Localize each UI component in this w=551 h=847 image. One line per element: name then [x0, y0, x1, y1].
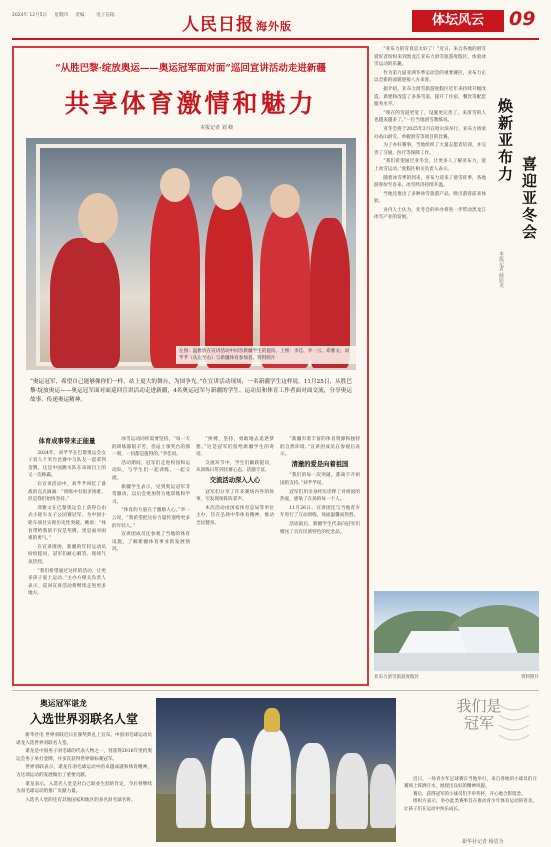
photo-person	[160, 168, 190, 202]
section-divider	[12, 690, 539, 691]
newspaper-logo	[182, 10, 292, 35]
kid-figure	[211, 738, 245, 828]
kid-figure	[176, 758, 206, 828]
trophy	[264, 708, 280, 732]
column-paragraph: “我们的每一次突破，都离不开祖国的支持。”刘芊芊说。	[280, 473, 360, 486]
column-paragraph: 在宣讲活动中，刘芊芊回忆了备战的点点滴滴：“训练中有很多困难，但是我们始终坚持。”	[28, 481, 106, 503]
bottom-right-body	[404, 776, 537, 813]
feature-byline: 本报记者 刘 峣	[200, 125, 234, 131]
kid-figure	[370, 764, 396, 828]
column-heading: 体育成事带来正能量	[38, 438, 96, 445]
column-paragraph: “现在的雪道更宽了，设施更完善了，来滑雪的人也越来越多了。”一位当地滑雪教练说。	[374, 110, 486, 124]
photo-person	[260, 208, 310, 368]
page-number: 09	[509, 8, 536, 30]
column-paragraph: 在宣讲现场，新疆的年轻运动员纷纷提问，冠军们耐心解答，现场气氛热烈。	[28, 544, 106, 565]
bottom-left-subtitle: 奥运冠军谌龙	[40, 699, 87, 708]
bottom-left-title: 入选世界羽联名人堂	[30, 712, 139, 726]
right-article	[374, 46, 539, 686]
right-article-title-2: 喜迎亚冬会	[520, 156, 538, 241]
ski-resort-photo	[374, 591, 539, 671]
right-article-body	[374, 46, 486, 586]
column-paragraph: 随着冰雪季的到来，亚布力迎来了滑雪旺季，各地游客纷至沓来，冰雪经济持续升温。	[374, 175, 486, 189]
photo-person	[205, 198, 253, 368]
resort-buildings	[374, 653, 539, 671]
column-paragraph: “体育的力量在于激励人心。”李一云说，“我希望把这份力量传递给更多的年轻人。”	[112, 508, 190, 529]
header-rule	[12, 38, 539, 40]
feature-article	[12, 46, 369, 686]
soccer-kids-photo	[156, 698, 396, 842]
feature-photo	[26, 138, 356, 370]
feature-column-1	[28, 436, 106, 682]
feature-subtitle: “从胜巴黎·绽放奥运——奥运冠军面对面”巡回宣讲活动走进新疆	[55, 63, 326, 74]
photo-person	[150, 188, 200, 368]
editor-label: 责编：	[75, 13, 89, 18]
column-paragraph: 交流环节中，学生们踊跃提问，从训练日常到比赛心态，话题丰富。	[196, 460, 274, 474]
column-paragraph: 近日，一场青少年足球赛在当地举行，来自各地的小球员们在赛场上挥洒汗水，展现出良好的精神风貌。	[404, 777, 537, 790]
column-paragraph: 亚冬会将于2025年2月在哈尔滨举行，亚布力将承办高山滑雪、单板滑雪等项目的比赛。	[374, 126, 486, 140]
column-paragraph: 谌龙表示，入选名人堂是对自己职业生涯的肯定，今后将继续为羽毛球运动的推广贡献力量。	[16, 781, 152, 795]
ski-photo-caption	[374, 674, 539, 680]
feature-column-4	[280, 436, 360, 682]
right-article-title-1: 焕新亚布力	[496, 98, 514, 183]
section-tag: 体坛风云	[412, 10, 504, 32]
column-paragraph: 组织方表示，举办此类赛事旨在推动青少年体育运动的普及，让孩子们在运动中快乐成长。	[404, 799, 537, 812]
column-paragraph: 2024年，刘芊芊在巴黎奥运会女子双人十米台比赛中与队友一起拿到金牌，这是中国跳水队在该项目上的又一次称霸。	[28, 450, 106, 479]
column-paragraph: 世界羽联表示，谌龙在羽毛球运动中的卓越成就和体育精神，为这项运动的发展做出了重要贡献。	[16, 765, 152, 778]
column-paragraph: 入选名人堂的还有其他国家和地区的多名羽毛球名将。	[25, 797, 136, 803]
column-paragraph: 冠军们分享了许多赛场内外的故事，引发现场阵阵掌声。	[196, 489, 274, 503]
column-paragraph: 冰雪运动同样需要坚持。“每一天的训练都很辛苦，但站上领奖台的那一刻，一切都是值得的。”李佳说。	[112, 437, 190, 458]
feature-column-2	[112, 436, 190, 682]
photo-person	[78, 193, 118, 243]
photo-person	[212, 176, 242, 210]
feature-title: 共享体育激情和魅力	[64, 89, 317, 118]
bottom-right-title: 我们是冠军	[456, 697, 502, 732]
issue-date: 2024年 12月5日	[12, 13, 47, 18]
email-label: 电子信箱：	[96, 13, 119, 18]
ski-photo-credit: 资料照片	[521, 675, 539, 680]
logo-sub: 海外版	[256, 20, 292, 33]
bottom-right-article	[402, 697, 539, 845]
logo-text: 人民日报	[182, 15, 254, 35]
column-paragraph: “亚布力的雪真是太好了！”近日，来自各地的滑雪爱好者纷纷来到黑龙江亚布力滑雪旅游度假区，体验冰雪运动的乐趣。	[374, 47, 486, 68]
column-paragraph: “新疆有着丰富的体育资源和独特的自然环境。”宣讲团成员在参观后表示。	[280, 437, 360, 458]
column-paragraph: 据介绍，亚布力滑雪旅游度假区近年来持续升级改造，新建和改造了多条雪道，提升了住宿、餐饮等配套服务水平。	[374, 86, 486, 108]
column-paragraph: “我们希望通过亚冬会，让更多人了解亚布力，爱上冰雪运动。”度假区相关负责人表示。	[374, 159, 486, 172]
bottom-right-author: 新华社记者 杨思为	[462, 839, 504, 845]
feature-lead: “奥运冠军，希望自己能够像你们一样，站上更大的舞台，为国争光。”在宣讲活动现场，一名新疆学生这样说。11月25日，从胜巴黎·绽放奥运——奥运冠军面对面巡回宣讲活动走进新疆，4名奥运冠军与新疆的学生、运动员和体育工作者面对面交流，分享奥运故事，传递奥运精神。	[30, 379, 352, 403]
column-paragraph: 活动最后，新疆学生代表向冠军们赠送了具有民族特色的纪念品。	[280, 521, 360, 535]
wave-decoration-icon	[494, 700, 534, 750]
column-paragraph: 11月26日，宣讲团还与当地青少年进行了互动训练，场面温馨而热烈。	[280, 505, 360, 519]
column-paragraph: 谌龙是中国男子羽毛球的代表人物之一，曾获得2016年里约奥运会男子单打金牌，并多次获得世界锦标赛冠军。	[16, 749, 152, 762]
kid-figure	[296, 743, 330, 829]
photo-person	[50, 238, 120, 368]
kid-figure	[336, 753, 368, 829]
bottom-left-body	[16, 732, 152, 842]
page-header	[12, 8, 539, 38]
column-paragraph: 新华社电 世界羽联近日在颁奖典礼上宣布，中国羽毛球运动员谌龙入选世界羽联名人堂。	[16, 733, 152, 746]
issue-weekday: 星期四	[54, 13, 68, 18]
column-paragraph: 冠军们用亲身经历诠释了对祖国的热爱，感染了在场的每一个人。	[280, 489, 360, 503]
feature-photo-caption: 左图：温雅欣在宣讲活动中回答新疆学生的提问。上图：李佳、李一云、邓雅文、刘芊芊（从左至右）与新疆体育参加者。资料照片	[176, 346, 356, 364]
photo-frame	[36, 144, 346, 366]
photo-person	[270, 184, 300, 218]
column-paragraph: 活动期间，冠军们走进校园和运动队，与学生们一起训练、一起交流。	[112, 460, 190, 481]
ski-photo-caption-left: 亚布力滑雪旅游度假区	[374, 675, 419, 680]
column-paragraph: 当地还推出了多种冰雪旅游产品，吸引游客前来体验。	[374, 191, 486, 205]
column-paragraph: 赛后，获得冠军的小球员们手举奖杯，开心地合影留念。	[413, 791, 526, 797]
column-paragraph: 作为第九届亚洲冬季运动会的重要赛区，亚布力正以全新的面貌迎接八方来客。	[374, 70, 486, 84]
column-paragraph: 本次活动由国家体育总局等单位主办，旨在弘扬中华体育精神，推动全民健身。	[196, 505, 274, 526]
column-paragraph: “我们希望通过这样的活动，让更多孩子爱上运动。”主办方相关负责人表示，巡回宣讲活动将继续走进更多地方。	[28, 568, 106, 597]
kid-figure	[251, 728, 291, 828]
column-paragraph: 新疆学生表示，见到奥运冠军非常激动，以后会更加努力地训练和学习。	[112, 484, 190, 505]
masthead-meta	[12, 12, 125, 18]
column-paragraph: 业内人士认为，亚冬会的举办将进一步带动黑龙江冰雪产业的发展。	[374, 207, 486, 221]
right-article-author: 本报记者 薛原龙	[498, 251, 504, 288]
column-heading: 清澈的爱是向着祖国	[291, 460, 349, 468]
column-paragraph: 为了办好赛事，当地组织了大量志愿者培训，并完善了交通、医疗等保障工作。	[374, 143, 486, 156]
column-heading: 交流活动深入人心	[209, 476, 261, 484]
feature-column-3	[196, 436, 274, 682]
column-paragraph: 邓雅文在巴黎奥运会上获得自由式小轮车女子公园赛冠军，为中国小轮车项目实现历史性突破。她说：“体育带给我的不仅是奖牌，更是面对困难的勇气。”	[28, 505, 106, 542]
column-paragraph: 宣讲团成员还参观了当地的体育设施，了解新疆体育事业的发展情况。	[112, 532, 190, 553]
column-paragraph: “拼搏，坚持，勇敢地去追逐梦想。”这是冠军们留给新疆学生的寄语。	[196, 437, 274, 458]
